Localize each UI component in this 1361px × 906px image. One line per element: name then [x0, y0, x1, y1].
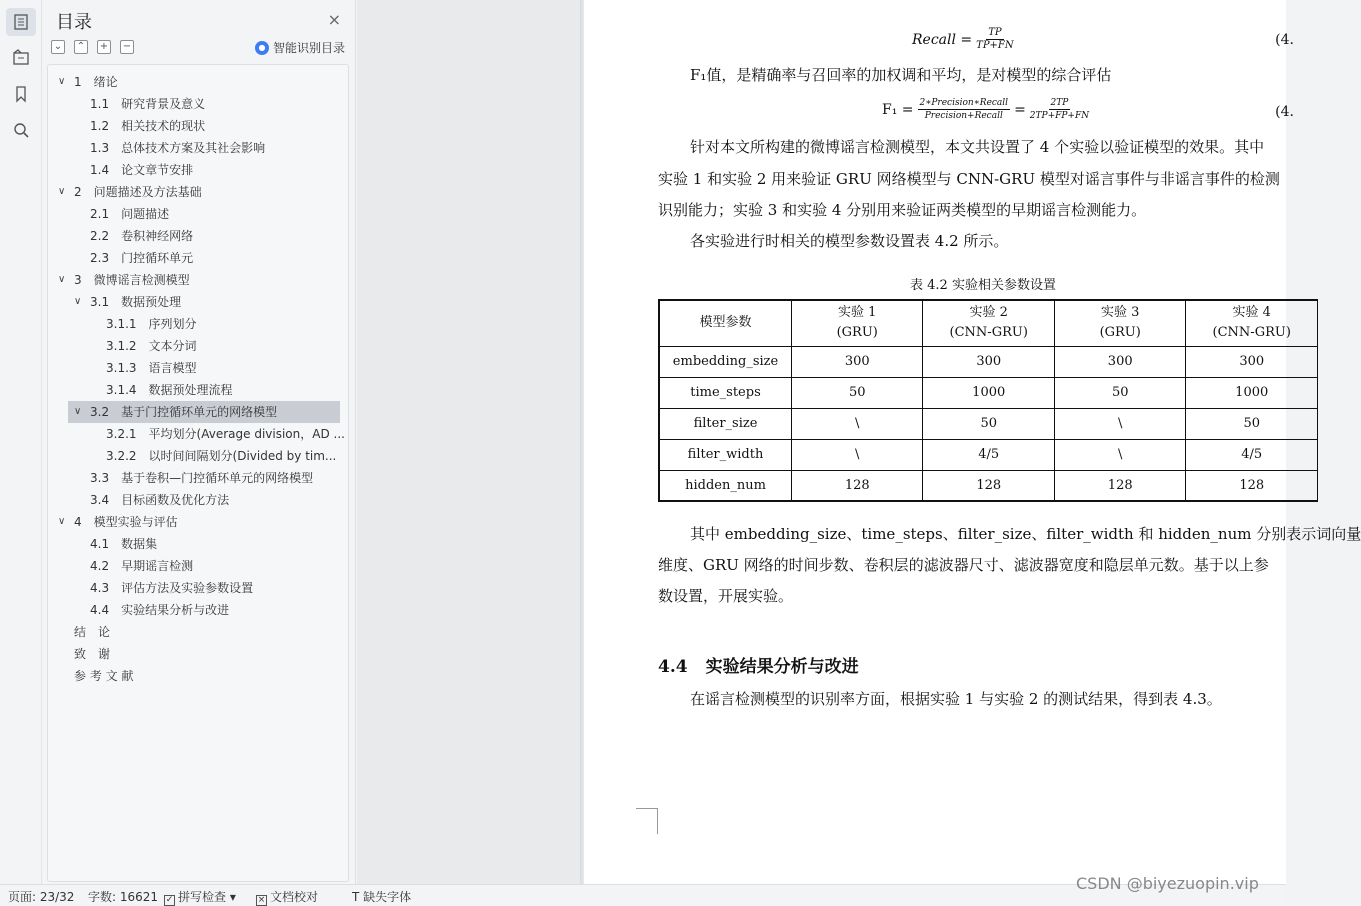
toc-item-label: 基于卷积—门控循环单元的网络模型: [121, 471, 314, 485]
spell-check-button[interactable]: ✓ 拼写检查 ▾: [165, 890, 236, 905]
document-page[interactable]: [584, 0, 1361, 884]
table-cell: 50: [792, 377, 923, 408]
table-row: [659, 377, 1318, 408]
chevron-down-icon[interactable]: ∨: [74, 406, 82, 417]
toc-item-label: 早期谣言检测: [121, 559, 194, 573]
table-cell: \: [792, 408, 923, 439]
table-cell: 1000: [923, 377, 1054, 408]
paragraph-4: 在谣言检测模型的识别率方面，根据实验 1 与实验 2 的测试结果，得到表 4.3。: [690, 690, 1222, 708]
section-heading-text: 实验结果分析与改进: [705, 657, 859, 677]
watermark: CSDN @biyezuopin.vip: [1076, 874, 1259, 893]
f1-numerator-2: 2TP: [1050, 98, 1069, 108]
toc-item-label: 卷积神经网络: [121, 229, 194, 243]
f1-lhs: F₁ =: [882, 101, 914, 118]
table-cell: 50: [923, 408, 1054, 439]
paragraph-3-line-2: 维度、GRU 网络的时间步数、卷积层的滤波器尺寸、滤波器宽度和隐层单元数。基于以上参: [658, 556, 1269, 574]
proofread-icon: ×: [257, 895, 266, 905]
table-cell: 128: [1186, 470, 1318, 501]
table-cell: 300: [792, 346, 923, 377]
checkbox-icon: ✓: [165, 895, 174, 905]
proofread-button[interactable]: [256, 888, 318, 906]
toc-item[interactable]: [48, 555, 348, 577]
toc-item-label: 序列划分: [148, 317, 197, 331]
paragraph-3-line-1: 其中 embedding_size、time_steps、filter_size、filter_width 和 hidden_num 分别表示词向量: [690, 525, 1361, 543]
toc-item-number: 4.2: [90, 559, 110, 573]
toc-item-number: 1.1: [90, 97, 110, 111]
toc-item[interactable]: [48, 291, 348, 313]
proofread-label: 文档校对: [270, 890, 319, 904]
recall-lhs: Recall =: [912, 31, 973, 48]
toc-item-label: 数据集: [121, 537, 158, 551]
table-caption: 表 4.2 实验相关参数设置: [910, 278, 1056, 293]
toc-item[interactable]: [68, 401, 340, 423]
toc-item-number: 3.1.2: [106, 339, 137, 353]
table-cell: 128: [1054, 470, 1185, 501]
recall-numerator: TP: [988, 27, 1002, 38]
bookmark-icon[interactable]: [6, 80, 36, 108]
table-cell: 128: [923, 470, 1054, 501]
table-cell: \: [1054, 439, 1185, 470]
toc-item-label: 目标函数及优化方法: [121, 493, 230, 507]
toc-list-container: [47, 64, 349, 882]
parameter-table: [658, 299, 1318, 502]
recall-formula: [912, 27, 1014, 52]
toc-item-label: 评估方法及实验参数设置: [121, 581, 254, 595]
table-cell: 4/5: [1186, 439, 1318, 470]
table-cell: \: [792, 439, 923, 470]
toc-item[interactable]: [48, 115, 348, 137]
toc-item-label: 文本分词: [148, 339, 197, 353]
toc-item-number: 1.4: [90, 163, 110, 177]
table-cell: hidden_num: [659, 470, 792, 501]
table-cell: 300: [1054, 346, 1185, 377]
ai-cloud-icon: ●: [255, 41, 269, 55]
f1-numerator-1: 2∗Precision∗Recall: [919, 98, 1009, 108]
paragraph-2: 各实验进行时相关的模型参数设置表 4.2 所示。: [690, 232, 1009, 250]
table-header-cell: 模型参数: [659, 300, 792, 346]
f1-denominator-2: 2TP+FP+FN: [1029, 111, 1090, 121]
section-heading-number: 4.4: [658, 657, 688, 677]
toc-item[interactable]: [48, 159, 348, 181]
toc-item[interactable]: [48, 489, 348, 511]
toc-item-number: 3.2.2: [106, 449, 137, 463]
toc-item-number: 1.2: [90, 119, 110, 133]
toc-item-label: 实验结果分析与改进: [121, 603, 230, 617]
table-row: [659, 346, 1318, 377]
remove-heading-button[interactable]: −: [120, 40, 134, 54]
toc-title: 目录: [56, 12, 92, 33]
toc-item-label: 微博谣言检测模型: [93, 273, 190, 287]
close-icon[interactable]: ×: [327, 10, 341, 29]
toc-item-number: 3.2: [90, 405, 110, 419]
toc-item[interactable]: [48, 269, 348, 291]
toc-item-number: 3: [74, 273, 82, 287]
toc-item-number: 4.3: [90, 581, 110, 595]
toc-item-number: 2.1: [90, 207, 110, 221]
toc-item[interactable]: [48, 467, 348, 489]
toc-panel: [42, 0, 356, 884]
toc-item-number: 2.3: [90, 251, 110, 265]
word-count[interactable]: 字数: 16621: [88, 890, 159, 904]
f1-equation-number: (4.: [1275, 104, 1294, 120]
paragraph-1-line-2: 实验 1 和实验 2 用来验证 GRU 网络模型与 CNN-GRU 模型对谣言事件与非谣言事件的检测: [658, 170, 1280, 188]
add-heading-button[interactable]: +: [97, 40, 111, 54]
paragraph-3-line-3: 数设置，开展实验。: [658, 587, 794, 605]
toc-item[interactable]: [48, 93, 348, 115]
recall-denominator: TP+FN: [976, 40, 1014, 51]
table-cell: embedding_size: [659, 346, 792, 377]
table-cell: 300: [1186, 346, 1318, 377]
collapse-all-button[interactable]: ⌄: [51, 40, 65, 54]
table-cell: time_steps: [659, 377, 792, 408]
left-icon-rail: [0, 0, 42, 884]
toc-item-number: 3.1.3: [106, 361, 137, 375]
table-cell: 4/5: [923, 439, 1054, 470]
toc-item[interactable]: [48, 247, 348, 269]
toc-item[interactable]: [48, 643, 348, 665]
toc-item-label: 问题描述及方法基础: [93, 185, 202, 199]
toc-item[interactable]: [48, 313, 348, 335]
table-cell: \: [1054, 408, 1185, 439]
f1-equals: =: [1014, 101, 1026, 118]
toc-item-number: 3.4: [90, 493, 110, 507]
toc-item-number: 4.1: [90, 537, 110, 551]
table-row: [659, 408, 1318, 439]
toc-item[interactable]: [48, 335, 348, 357]
outline-icon[interactable]: [6, 44, 36, 72]
chevron-down-icon[interactable]: ∨: [58, 186, 66, 197]
toc-item[interactable]: [48, 137, 348, 159]
chevron-down-icon[interactable]: ∨: [74, 296, 82, 307]
table-cell: 50: [1186, 408, 1318, 439]
spell-check-label: 拼写检查: [178, 890, 227, 904]
table-row: [659, 470, 1318, 501]
recall-fraction: [976, 27, 1013, 52]
toc-item-number: 3.1.1: [106, 317, 137, 331]
table-row: [659, 439, 1318, 470]
toc-item-label: 相关技术的现状: [121, 119, 206, 133]
missing-fonts-button[interactable]: [352, 888, 411, 905]
toc-item[interactable]: [48, 203, 348, 225]
toc-item-number: 2.2: [90, 229, 110, 243]
chevron-down-icon[interactable]: ∨: [58, 516, 66, 527]
toc-item-number: 3.1: [90, 295, 110, 309]
toc-item-label: 门控循环单元: [121, 251, 194, 265]
paragraph-1-line-3: 识别能力；实验 3 和实验 4 分别用来验证两类模型的早期谣言检测能力。: [658, 201, 1147, 219]
toc-item-label: 致 谢: [74, 647, 111, 661]
table-header-cell: 实验 1 (GRU): [792, 300, 923, 346]
toc-item[interactable]: [48, 423, 348, 445]
toc-item-number: 3.1.4: [106, 383, 137, 397]
toc-item-label: 数据预处理流程: [148, 383, 233, 397]
paragraph-1-line-1: 针对本文所构建的微博谣言检测模型，本文共设置了 4 个实验以验证模型的效果。其中: [690, 138, 1265, 156]
table-cell: filter_width: [659, 439, 792, 470]
chevron-down-icon[interactable]: ∨: [58, 274, 66, 285]
f1-intro: F₁值，是精确率与召回率的加权调和平均，是对模型的综合评估: [690, 66, 1112, 84]
toc-item-number: 3.2.1: [106, 427, 137, 441]
toc-item[interactable]: [48, 357, 348, 379]
missing-fonts-label: 缺失字体: [363, 890, 412, 904]
toc-item-label: 基于门控循环单元的网络模型: [121, 405, 278, 419]
toc-item[interactable]: [48, 621, 348, 643]
toc-icon[interactable]: [6, 8, 36, 36]
toc-item-label: 数据预处理: [121, 295, 182, 309]
f1-formula: [882, 97, 1089, 122]
table-cell: filter_size: [659, 408, 792, 439]
page-counter[interactable]: 页面: 23/32: [8, 890, 75, 904]
table-cell: 300: [923, 346, 1054, 377]
toc-item[interactable]: [48, 665, 348, 687]
table-cell: 1000: [1186, 377, 1318, 408]
toc-item[interactable]: [48, 533, 348, 555]
table-header-cell: 实验 4 (CNN-GRU): [1186, 300, 1318, 346]
toc-item-label: 问题描述: [121, 207, 170, 221]
toc-toolbar: [51, 40, 134, 54]
f1-fraction-2: [1030, 97, 1089, 122]
f1-denominator-1: Precision+Recall: [924, 111, 1003, 121]
toc-item-label: 结 论: [74, 625, 111, 639]
smart-toc-label: 智能识别目录: [272, 41, 345, 55]
toc-item-number: 3.3: [90, 471, 110, 485]
toc-item[interactable]: [48, 71, 348, 93]
toc-item[interactable]: [48, 225, 348, 247]
toc-item-number: 2: [74, 185, 82, 199]
toc-item-number: 1: [74, 75, 82, 89]
table-cell: 50: [1054, 377, 1185, 408]
toc-item-label: 研究背景及意义: [121, 97, 206, 111]
f1-fraction-1: [918, 97, 1011, 122]
toc-item[interactable]: [48, 511, 348, 533]
toc-item-label: 绪论: [93, 75, 118, 89]
section-heading: [658, 652, 859, 677]
page-corner-mark: [636, 808, 658, 834]
toc-item-number: 4: [74, 515, 82, 529]
table-header-cell: 实验 3 (GRU): [1054, 300, 1185, 346]
table-header-row: [659, 300, 1318, 346]
chevron-down-icon[interactable]: ∨: [58, 76, 66, 87]
toc-item-label: 总体技术方案及其社会影响: [121, 141, 266, 155]
table-cell: 128: [792, 470, 923, 501]
toc-item-label: 语言模型: [148, 361, 197, 375]
toc-item-label: 参 考 文 献: [74, 669, 134, 683]
search-icon[interactable]: [6, 116, 36, 144]
recall-equation-number: (4.: [1275, 32, 1294, 48]
toc-item-number: 1.3: [90, 141, 110, 155]
toc-item-label: 模型实验与评估: [93, 515, 178, 529]
toc-item[interactable]: [48, 445, 348, 467]
toc-item[interactable]: [48, 599, 348, 621]
font-icon: T: [352, 890, 360, 904]
toc-list: [48, 71, 348, 687]
toc-item-label: 平均划分(Average division，AD ...: [148, 427, 345, 441]
toc-item-label: 以时间间隔划分(Divided by tim...: [148, 449, 337, 463]
table-header-cell: 实验 2 (CNN-GRU): [923, 300, 1054, 346]
toc-item[interactable]: [48, 181, 348, 203]
toc-item[interactable]: [48, 577, 348, 599]
toc-item-number: 4.4: [90, 603, 110, 617]
toc-item-label: 论文章节安排: [121, 163, 194, 177]
toc-item[interactable]: [48, 379, 348, 401]
smart-toc-button[interactable]: [255, 39, 345, 56]
expand-all-button[interactable]: ⌃: [74, 40, 88, 54]
